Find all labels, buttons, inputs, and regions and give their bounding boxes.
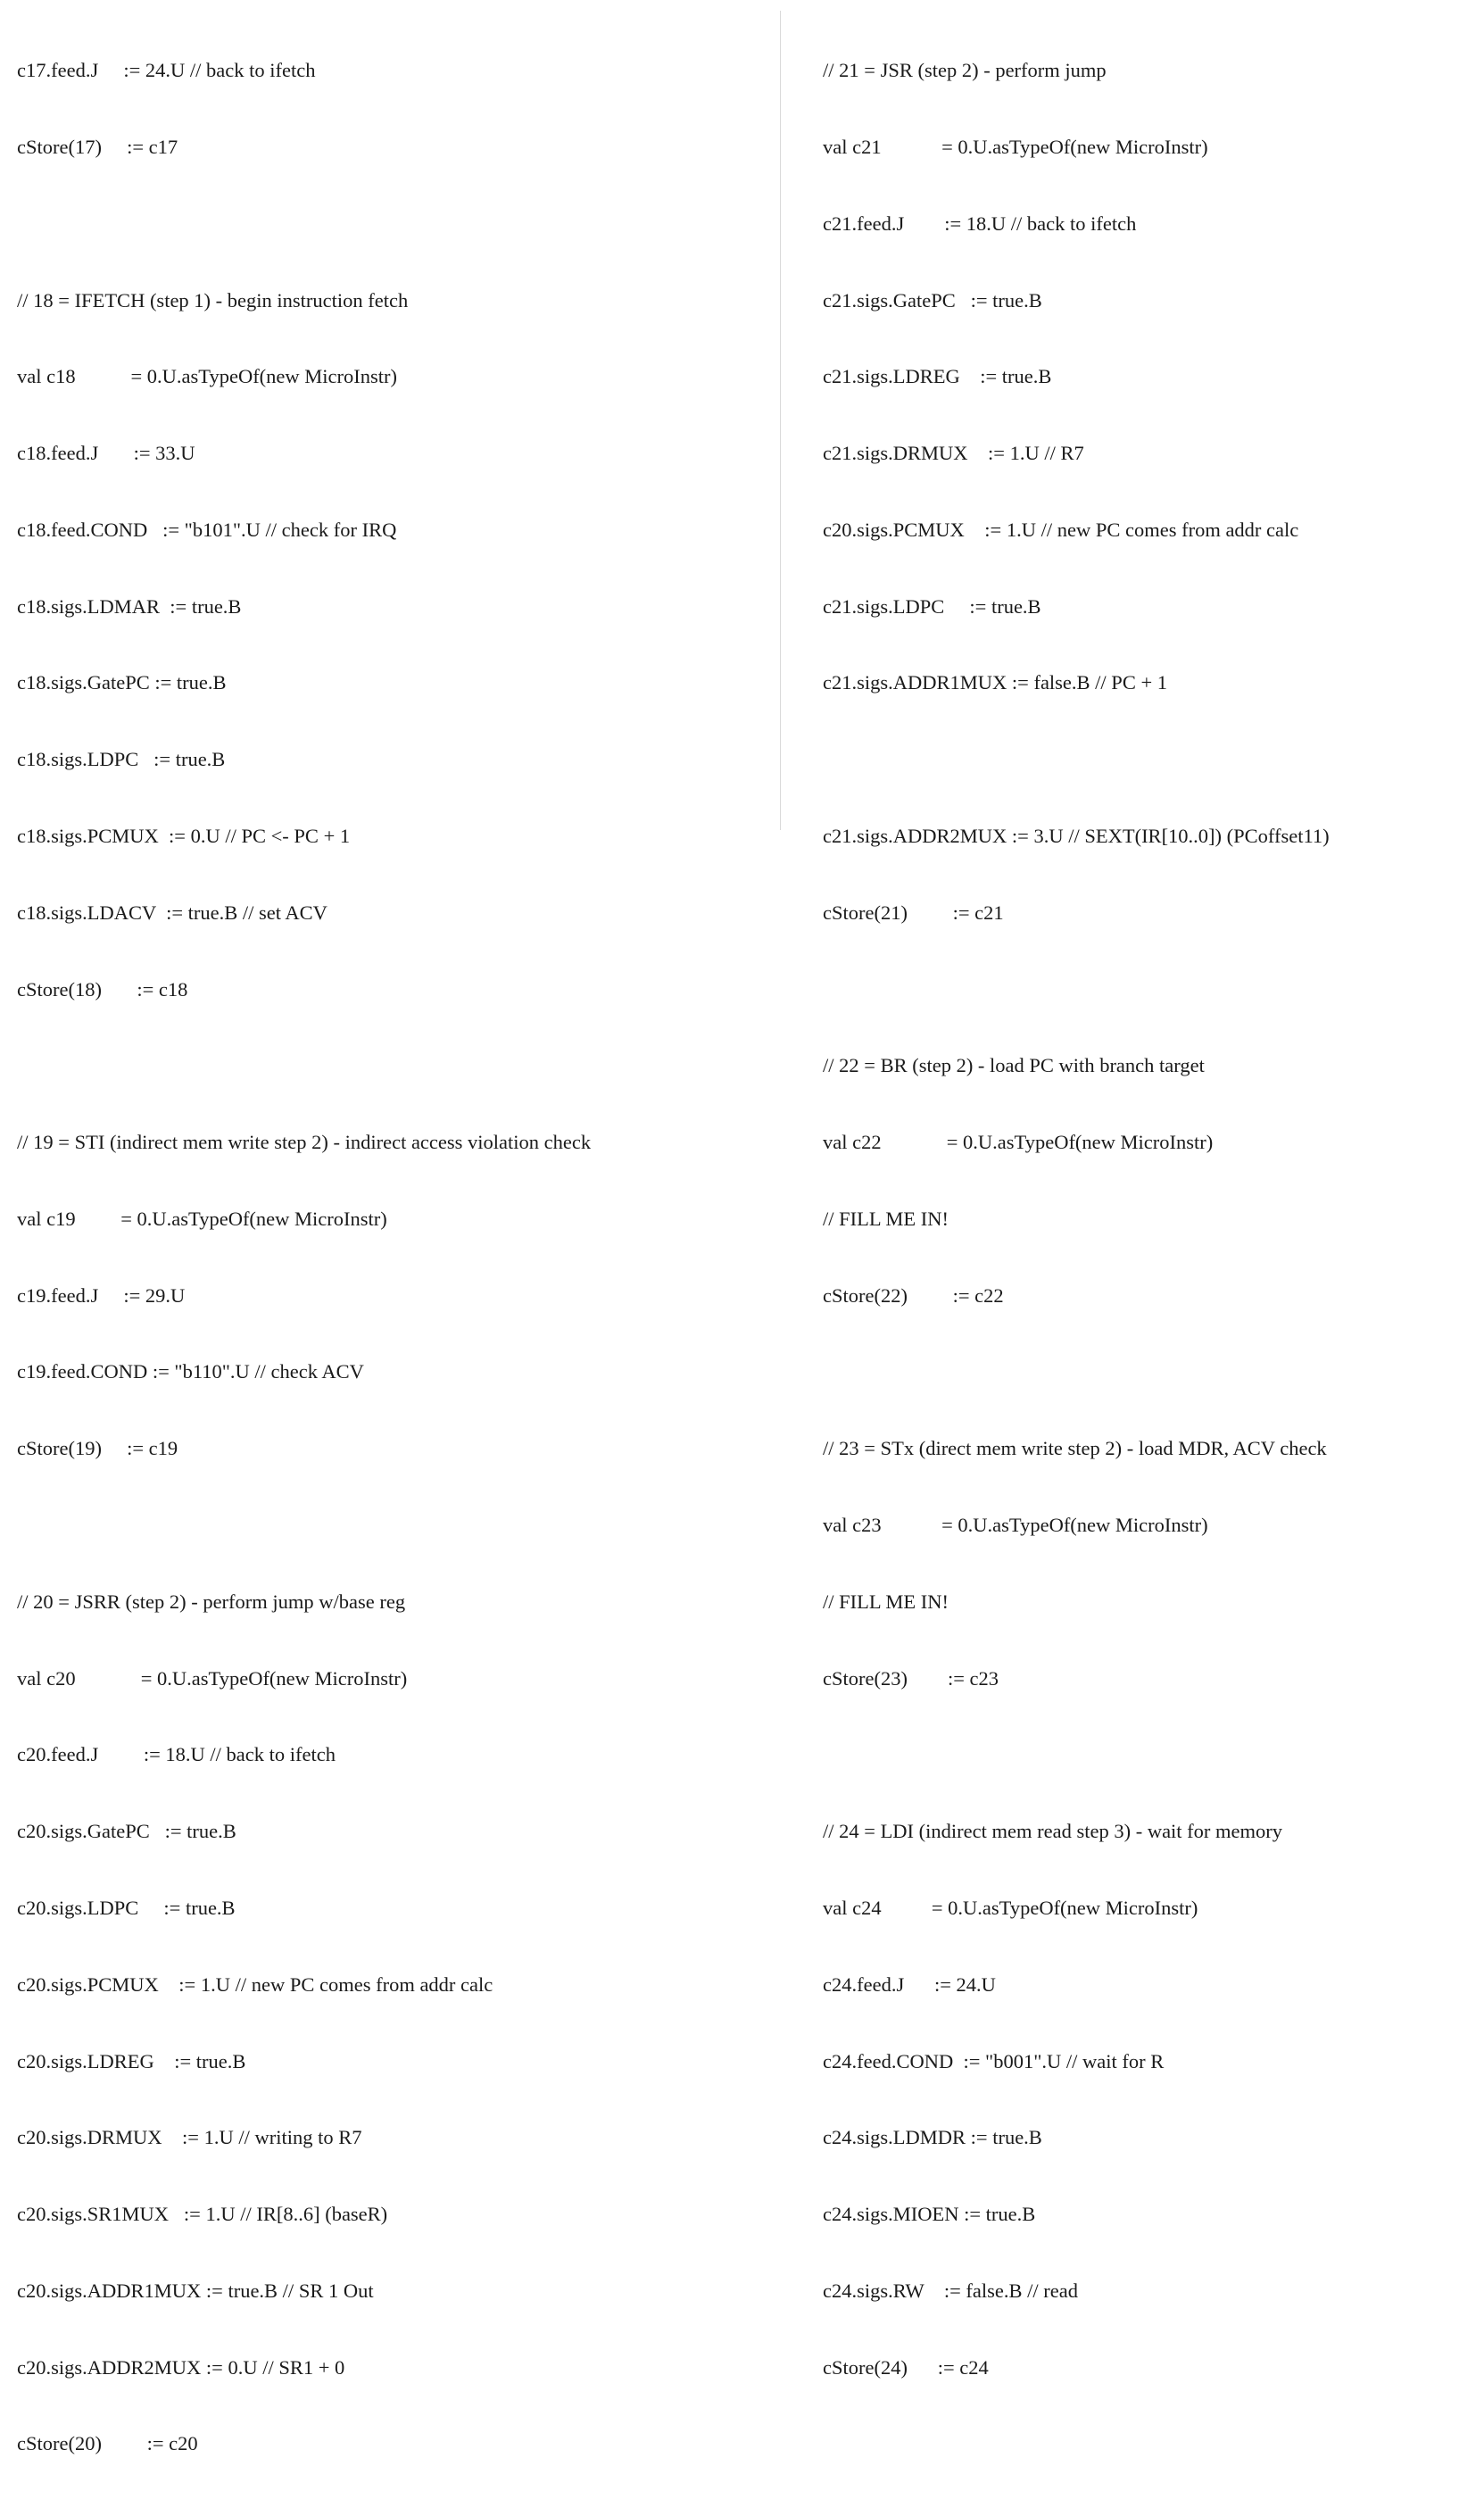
code-line: val c19 = 0.U.asTypeOf(new MicroInstr) [17,1207,387,1230]
code-line: cStore(17) := c17 [17,135,178,158]
code-line: // 18 = IFETCH (step 1) - begin instruction fetch [17,288,409,311]
code-line: cStore(23) := c23 [823,1666,999,1690]
code-line: val c21 = 0.U.asTypeOf(new MicroInstr) [823,135,1208,158]
code-line: cStore(20) := c20 [17,2432,198,2455]
code-line: c20.sigs.PCMUX := 1.U // new PC comes from addr calc [17,1972,493,1996]
code-line: c19.feed.COND := "b110".U // check ACV [17,1360,364,1383]
code-line: // 23 = STx (direct mem write step 2) - load MDR, ACV check [823,1437,1327,1460]
code-line: c24.sigs.RW := false.B // read [823,2279,1078,2302]
code-line: val c18 = 0.U.asTypeOf(new MicroInstr) [17,365,398,388]
code-line: c17.feed.J := 24.U // back to ifetch [17,59,316,82]
code-line [823,1742,1330,1768]
code-line [17,1053,591,1079]
code-line: val c22 = 0.U.asTypeOf(new MicroInstr) [823,1131,1214,1154]
code-line: // FILL ME IN! [823,1207,949,1230]
code-line: c20.sigs.SR1MUX := 1.U // IR[8..6] (baseR) [17,2203,388,2226]
code-line: c18.sigs.GatePC := true.B [17,671,227,694]
code-line: // 22 = BR (step 2) - load PC with branch target [823,1054,1205,1077]
code-line: c18.sigs.PCMUX := 0.U // PC <- PC + 1 [17,825,351,847]
column-divider [780,11,781,830]
code-line: cStore(19) := c19 [17,1437,178,1460]
code-line: cStore(22) := c22 [823,1283,1004,1307]
code-line: c20.sigs.LDPC := true.B [17,1896,236,1919]
code-line [823,1359,1330,1385]
code-line: c24.sigs.LDMDR := true.B [823,2126,1042,2149]
code-line: c24.feed.J := 24.U [823,1972,996,1996]
code-line: c21.sigs.DRMUX := 1.U // R7 [823,442,1084,465]
code-line [17,1513,591,1539]
code-line: c20.sigs.DRMUX := 1.U // writing to R7 [17,2126,362,2149]
code-line: // 19 = STI (indirect mem write step 2) - indirect access violation check [17,1131,592,1154]
code-line [823,747,1330,773]
code-line: c20.sigs.LDREG := true.B [17,2049,246,2072]
code-line: c18.feed.COND := "b101".U // check for IRQ [17,518,397,541]
code-line: c21.sigs.LDPC := true.B [823,594,1041,618]
code-line: c18.sigs.LDACV := true.B // set ACV [17,901,327,924]
code-line: cStore(21) := c21 [823,901,1004,924]
code-line: cStore(24) := c24 [823,2355,989,2379]
code-line: c18.feed.J := 33.U [17,442,195,465]
code-line: c24.feed.COND := "b001".U // wait for R [823,2049,1165,2072]
code-line: // 20 = JSRR (step 2) - perform jump w/base reg [17,1590,406,1613]
code-line: c18.sigs.LDPC := true.B [17,748,226,771]
code-line [17,212,591,237]
code-line: c20.feed.J := 18.U // back to ifetch [17,1743,336,1766]
code-line: // FILL ME IN! [823,1590,949,1613]
code-line: cStore(18) := c18 [17,977,188,1001]
code-line: val c20 = 0.U.asTypeOf(new MicroInstr) [17,1666,408,1690]
code-line: val c24 = 0.U.asTypeOf(new MicroInstr) [823,1896,1198,1919]
code-line: c24.sigs.MIOEN := true.B [823,2203,1036,2226]
code-line: c20.sigs.PCMUX := 1.U // new PC comes from addr calc [823,518,1299,541]
code-line: c20.sigs.ADDR1MUX := true.B // SR 1 Out [17,2279,374,2302]
code-line: c20.sigs.GatePC := true.B [17,1820,236,1843]
code-line: c21.sigs.LDREG := true.B [823,365,1052,388]
code-line: c21.feed.J := 18.U // back to ifetch [823,212,1137,235]
code-line: c18.sigs.LDMAR := true.B [17,594,242,618]
code-line: c20.sigs.ADDR2MUX := 0.U // SR1 + 0 [17,2355,345,2379]
code-line: // 24 = LDI (indirect mem read step 3) - wait for memory [823,1820,1283,1843]
code-line [823,977,1330,1003]
code-line: c21.sigs.ADDR1MUX := false.B // PC + 1 [823,671,1168,694]
code-column-right [823,7,1330,2431]
code-line: // 21 = JSR (step 2) - perform jump [823,59,1107,82]
code-column-left [17,7,591,2508]
code-line: c19.feed.J := 29.U [17,1283,186,1307]
code-line: val c23 = 0.U.asTypeOf(new MicroInstr) [823,1514,1208,1537]
code-line: c21.sigs.ADDR2MUX := 3.U // SEXT(IR[10..0]) (PCoffset11) [823,825,1330,847]
code-line: c21.sigs.GatePC := true.B [823,288,1042,311]
